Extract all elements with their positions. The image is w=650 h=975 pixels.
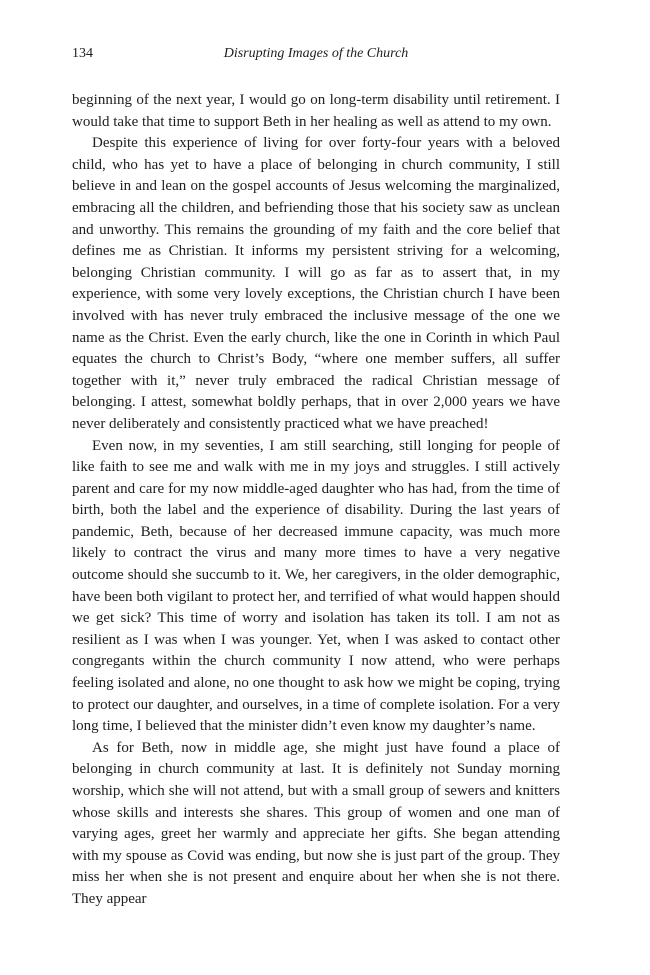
page-number: 134 — [72, 46, 93, 61]
page-header — [72, 46, 560, 66]
paragraph-4: As for Beth, now in middle age, she might just have found a place of belonging in church community at last. It is definitely not Sunday morning worship, which she will not attend, but with a small group of sewers and knitters whose skills and interests she shares. This group of women and one man of varying ages, greet her warmly and appreciate her gifts. She began attending with my spouse as Covid was ending, but now she is just part of the group. They miss her when she is not present and enquire about her when she is not there. They appear — [72, 739, 560, 907]
body-text — [72, 90, 560, 911]
running-title: Disrupting Images of the Church — [223, 46, 409, 61]
paragraph-2: Despite this experience of living for over forty-four years with a beloved child, who has yet to have a place of belonging in church community, I still believe in and lean on the gospel accounts of Jesus welcoming the marginalized, embracing all the children, and befriending those that his society saw as unclean and unworthy. This remains the grounding of my faith and the core belief that defines me as Christian. It informs my persistent striving for a welcoming, belonging Christian community. I will go as far as to assert that, in my experience, with some very lovely exceptions, the Christian church I have been involved with has never truly embraced the inclusive message of the one we name as the Christ. Even the early church, like the one in Corinth in which Paul equates the church to Christ’s Body, “where one member suffers, all suffer together with it,” never truly embraced the radical Christian message of belonging. I attest, somewhat boldly perhaps, that in over 2,000 years we have never deliberately and consistently practiced what we have preached! — [72, 135, 560, 432]
paragraph-3: Even now, in my seventies, I am still searching, still longing for people of like faith to see me and walk with me in my joys and struggles. I still actively parent and care for my now middle-aged daughter who has had, from the time of birth, both the label and the experience of disability. During the last years of pandemic, Beth, because of her decreased immune capacity, was much more likely to contract the virus and many more times to have a very negative outcome should she succumb to it. We, her caregivers, in the older demographic, have been both vigilant to protect her, and terrified of what would happen should we get sick? This time of worry and isolation has taken its toll. I am not as resilient as I was when I was younger. Yet, when I was asked to contact other congregants within the church community I now attend, who were perhaps feeling isolated and alone, no one thought to ask how we might be coping, trying to protect our daughter, and ourselves, in a time of complete isolation. For a very long time, I believed that the minister didn’t even know my daughter’s name. — [72, 437, 560, 735]
paragraph-1: beginning of the next year, I would go on long-term disability until retirement. I would take that time to support Beth in her healing as well as attend to my own. — [72, 92, 560, 130]
